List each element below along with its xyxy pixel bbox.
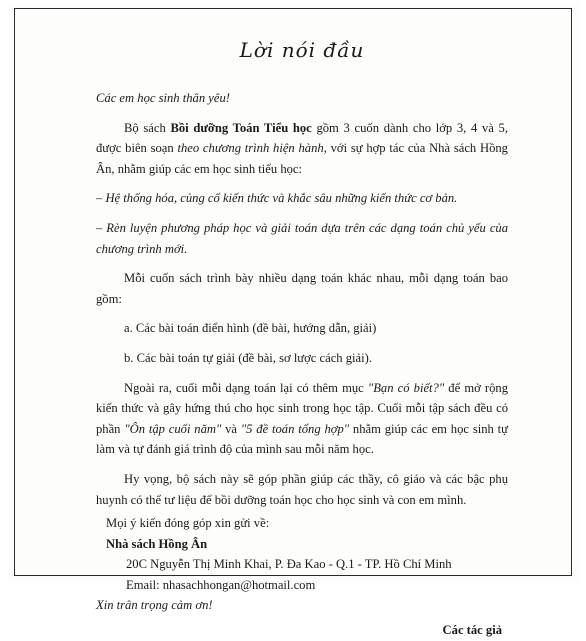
list-item: b. Các bài toán tự giải (đề bài, sơ lược cách giải).	[124, 350, 372, 365]
closing-line: Xin trân trọng cảm ơn!	[96, 598, 213, 613]
intro-paragraph: Bộ sách Bồi dưỡng Toán Tiểu học gồm 3 cuốn dành cho lớp 3, 4 và 5, được biên soạn theo chương trình hiện hành, với sự hợp tác của Nhà sách Hồng Ân, nhằm giúp các em học sinh tiểu học:	[96, 120, 508, 176]
contact-block	[96, 513, 508, 616]
hope-paragraph: Hy vọng, bộ sách này sẽ góp phần giúp các thầy, cô giáo và các bậc phụ huynh có thể tư liệu để bồi dưỡng toán học cho học sinh và con em mình.	[96, 471, 508, 507]
page-title: Lời nói đầu	[239, 38, 365, 62]
list-item: a. Các bài toán điển hình (đề bài, hướng dẫn, giải)	[124, 321, 377, 336]
signature: Các tác giả	[442, 623, 502, 638]
goal-item: – Hệ thống hóa, củng cố kiến thức và khắc sâu những kiến thức cơ bản.	[96, 191, 458, 206]
series-name: Bồi dưỡng Toán Tiểu học	[170, 120, 312, 135]
program-phrase: theo chương trình hiện hành	[177, 141, 324, 156]
greeting: Các em học sinh thân yêu!	[96, 91, 230, 105]
publisher-address: 20C Nguyễn Thị Minh Khai, P. Đa Kao - Q.1 - TP. Hồ Chí Minh	[126, 557, 452, 572]
extras-paragraph: Ngoài ra, cuối mỗi dạng toán lại có thêm mục "Bạn có biết?" để mở rộng kiến thức và gây hứng thú cho học sinh trong học tập. Cuối mỗi tập sách đều có phần "Ôn tập cuối năm" và "5 đề toán tổng hợp" nhằm giúp các em học sinh tự làm và tự đánh giá trình độ của mình sau mỗi năm học.	[96, 380, 508, 457]
publisher-name: Nhà sách Hồng Ân	[106, 536, 208, 551]
preface-document	[96, 40, 508, 641]
contact-intro: Mọi ý kiến đóng góp xin gửi về:	[106, 516, 270, 531]
goal-item: – Rèn luyện phương pháp học và giải toán dựa trên các dạng toán chủ yếu của chương trình mới.	[96, 220, 508, 256]
publisher-email: Email: nhasachhongan@hotmail.com	[126, 577, 316, 592]
structure-paragraph: Mỗi cuốn sách trình bày nhiều dạng toán khác nhau, mỗi dạng toán bao gồm:	[96, 271, 508, 306]
